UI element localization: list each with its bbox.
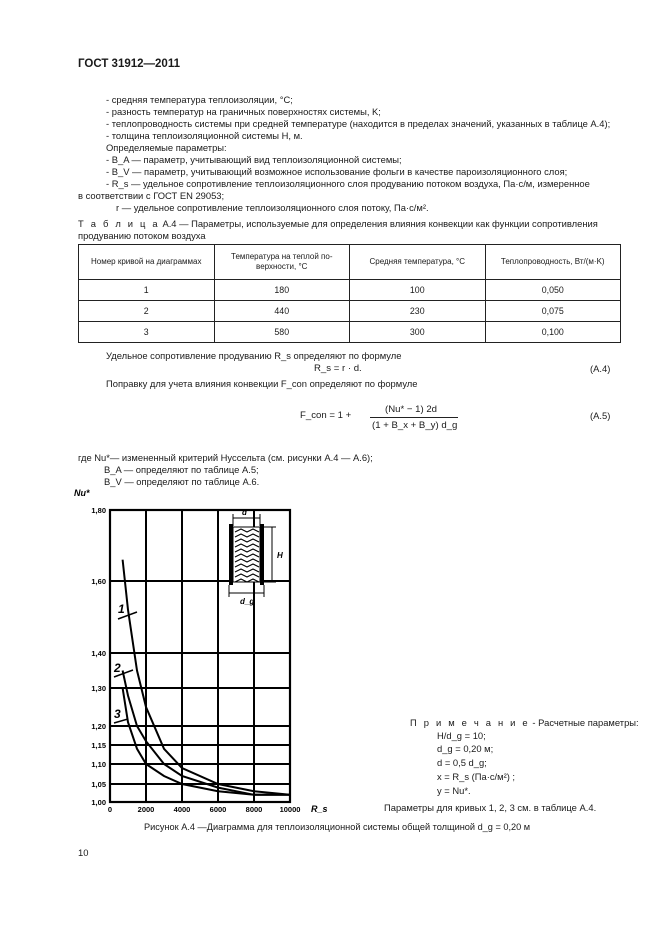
- param-line: в соответствии с ГОСТ EN 29053;: [78, 190, 225, 201]
- curve-1: [123, 560, 290, 795]
- table-cell: 0,100: [485, 322, 621, 343]
- note-line: H/d_g = 10;: [437, 730, 486, 741]
- param-line: - R_s — удельное сопротивление теплоизоляционного слоя продуванию потоком воздуха, Па·с/м, измеренное: [106, 178, 590, 189]
- x-tick-label: 8000: [245, 805, 263, 814]
- param-line: - разность температур на граничных поверхностях системы, K;: [106, 106, 381, 117]
- fcon-lhs: F_con = 1 +: [300, 410, 352, 421]
- x-tick-label: 4000: [173, 805, 191, 814]
- x-tick-labels: [108, 805, 301, 814]
- header-text: верхности, °С: [256, 262, 308, 271]
- header-cell: Средняя температура, °С: [350, 245, 486, 280]
- note-title: [410, 716, 639, 729]
- param-line: - толщина теплоизоляционной системы H, м.: [106, 130, 303, 141]
- note-curves: Параметры для кривых 1, 2, 3 см. в таблице А.4.: [384, 802, 597, 813]
- y-axis-label: Nu*: [74, 488, 90, 498]
- table-cell: 0,075: [485, 301, 621, 322]
- inset-left-wall: [229, 524, 233, 585]
- note-line: d_g = 0,20 м;: [437, 743, 494, 754]
- x-tick-label: 0: [107, 805, 113, 814]
- y-tick-labels: [91, 506, 106, 807]
- fcon-numerator: (Nu* − 1) 2d: [385, 404, 437, 415]
- fcon-denominator: (1 + B_x + B_y) d_g: [372, 420, 458, 431]
- table-cell: 230: [350, 301, 486, 322]
- rs-formula: R_s = r · d.: [314, 363, 362, 374]
- rs-formula-number: (А.4): [590, 363, 611, 374]
- figure-caption: Рисунок А.4 —Диаграмма для теплоизоляционной системы общей толщиной d_g = 0,20 м: [144, 822, 531, 832]
- x-axis-label: R_s: [311, 804, 328, 814]
- where-line: B_V — определяют по таблице А.6.: [104, 476, 260, 487]
- inset-right-wall: [260, 524, 264, 585]
- rs-intro: Удельное сопротивление продуванию R_s определяют по формуле: [106, 350, 402, 361]
- table-caption: [78, 218, 598, 229]
- header-cell: Номер кривой на диаграммах: [79, 245, 215, 280]
- param-line: - средняя температура теплоизоляции, °С;: [106, 94, 293, 105]
- table-caption-text: А.4 — Параметры, используемые для определения влияния конвекции как функции сопротивления: [159, 218, 598, 229]
- note-title-prefix: П р и м е ч а н и е: [410, 717, 530, 728]
- y-tick-label: 1,15: [91, 741, 106, 750]
- note-line: x = R_s (Па·с/м²) ;: [437, 771, 516, 782]
- page-number: 10: [78, 847, 89, 858]
- y-tick-label: 1,10: [91, 760, 106, 769]
- x-tick-label: 10000: [279, 805, 301, 814]
- table-cell: 580: [214, 322, 350, 343]
- fcon-intro: Поправку для учета влияния конвекции F_con определяют по формуле: [106, 378, 418, 389]
- table-cell: 0,050: [485, 280, 621, 301]
- curve-label-2: 2: [114, 661, 121, 675]
- header-cell: Теплопроводность, Вт/(м·K): [485, 245, 621, 280]
- param-line: - B_V — параметр, учитывающий возможное использование фольги в качестве пароизоляционного слоя;: [106, 166, 568, 177]
- curve-2: [123, 671, 290, 795]
- param-line: r — удельное сопротивление теплоизоляционного слоя потоку, Па·с/м².: [116, 202, 429, 213]
- dimension-d-label: d: [242, 508, 247, 517]
- y-tick-label: 1,30: [91, 684, 106, 693]
- table-caption-line2: продуванию потоком воздуха: [78, 230, 206, 241]
- dimension-h-label: H: [277, 551, 283, 560]
- param-line: Определяемые параметры:: [106, 142, 227, 153]
- standard-header: ГОСТ 31912—2011: [78, 58, 180, 70]
- y-tick-label: 1,20: [91, 722, 106, 731]
- nusselt-chart: [70, 482, 330, 816]
- table-cell: 180: [214, 280, 350, 301]
- table-cell: 3: [79, 322, 215, 343]
- chart-series: [123, 560, 290, 795]
- table-row: [79, 280, 621, 301]
- param-line: - B_A — параметр, учитывающий вид теплоизоляционной системы;: [106, 154, 402, 165]
- where-line: где Nu*— измененный критерий Нуссельта (см. рисунки А.4 — А.6);: [78, 452, 373, 463]
- curve-label-1: 1: [118, 602, 125, 616]
- note-line: y = Nu*.: [437, 785, 471, 796]
- x-tick-label: 2000: [137, 805, 155, 814]
- y-tick-label: 1,60: [91, 577, 106, 586]
- table-caption-prefix: Т а б л и ц а: [78, 218, 160, 229]
- param-line: - теплопроводность системы при средней температуре (находится в пределах значений, указанных в таблице А.4);: [106, 118, 611, 129]
- note-title-text: - Расчетные параметры:: [529, 717, 639, 728]
- table-cell: 100: [350, 280, 486, 301]
- y-tick-label: 1,00: [91, 798, 106, 807]
- where-line: B_A — определяют по таблице А.5;: [104, 464, 259, 475]
- table-cell: 2: [79, 301, 215, 322]
- curve-label-3: 3: [114, 707, 121, 721]
- insulation-inset-diagram: [229, 508, 283, 606]
- table-row: [79, 322, 621, 343]
- table-row: [79, 301, 621, 322]
- dimension-dg-label: d_g: [240, 597, 255, 606]
- table-header-row: [79, 245, 621, 280]
- table-cell: 1: [79, 280, 215, 301]
- table-cell: 440: [214, 301, 350, 322]
- y-tick-label: 1,40: [91, 649, 106, 658]
- y-tick-label: 1,80: [91, 506, 106, 515]
- fcon-formula-number: (А.5): [590, 410, 611, 421]
- note-line: d = 0,5 d_g;: [437, 757, 487, 768]
- header-text: Температура на теплой по-: [231, 252, 333, 261]
- y-tick-label: 1,05: [91, 780, 106, 789]
- fraction-bar: [370, 417, 458, 418]
- x-tick-label: 6000: [209, 805, 227, 814]
- table-cell: 300: [350, 322, 486, 343]
- header-cell: [214, 245, 350, 280]
- parameters-table: [78, 244, 621, 343]
